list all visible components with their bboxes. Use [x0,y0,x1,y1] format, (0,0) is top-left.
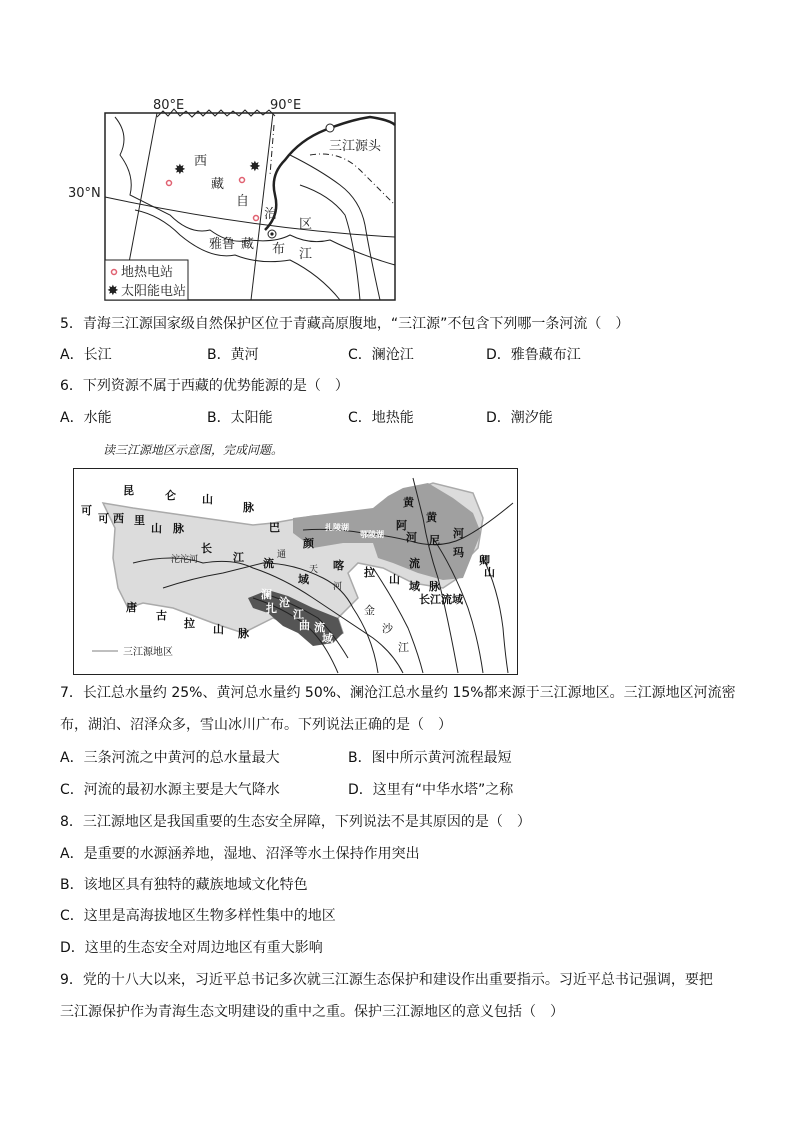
q5-option-a[interactable]: A．长江 [60,347,112,363]
map-label: 拉 [364,566,375,579]
map-label: 河 [333,582,343,592]
region-label: 自 [236,194,250,209]
river-label: 雅 [209,237,223,252]
map-label: 河 [406,531,417,544]
map-label: 卿 [479,554,490,567]
question-7-line-2: 布，湖泊、沼泽众多，雪山冰川广布。下列说法正确的是（ ） [60,717,452,733]
map-label: 长江流域 [419,593,463,606]
map-label: 山 [484,566,495,579]
lake-label: 鄂陵湖 [360,530,384,539]
map-label: 玛 [453,546,464,559]
map-label: 江 [293,608,304,621]
question-5: 5．青海三江源国家级自然保护区位于青藏高原腹地，“三江源”不包含下列哪一条河流（ ） [60,316,630,332]
q7-option-a[interactable]: A．三条河流之中黄河的总水量最大 [60,750,280,766]
map-label: 山 [213,623,224,636]
map-label: 拉 [184,617,195,630]
map-label: 可 [81,504,92,517]
map-label: 巴 [269,521,280,534]
map-label: 流 [314,621,325,634]
map-label: 金 [364,604,375,617]
q7-option-b[interactable]: B．图中所示黄河流程最短 [348,750,512,766]
svg-text:✸: ✸ [174,162,186,178]
map-label: 天 [309,565,319,575]
map-label: 脉 [173,522,184,535]
map-label: 曲 [299,619,310,632]
legend-geothermal-label: 地热电站 [121,265,174,280]
map-label: 山 [151,522,162,535]
river-label: 藏 [241,237,255,252]
q7-option-c[interactable]: C．河流的最初水源主要是大气降水 [60,782,280,798]
q8-option-a[interactable]: A．是重要的水源涵养地，湿地、沼泽等水土保持作用突出 [60,846,420,862]
q6-option-c[interactable]: C．地热能 [348,410,414,426]
map-label: 颜 [303,537,314,550]
map-label: 喀 [333,559,344,572]
map-label: 尼 [429,534,440,547]
q6-option-a[interactable]: A．水能 [60,410,112,426]
q5-option-b[interactable]: B．黄河 [207,347,259,363]
map-label: 沧 [279,596,290,609]
q5-option-d[interactable]: D．雅鲁藏布江 [486,347,581,363]
q6-option-d[interactable]: D．潮汐能 [486,410,553,426]
map-label: 通 [277,550,287,560]
map-label: 脉 [238,627,249,640]
question-9-line-2: 三江源保护作为青海生态文明建设的重中之重。保护三江源地区的意义包括（ ） [60,1004,564,1020]
q8-option-b[interactable]: B．该地区具有独特的藏族地域文化特色 [60,877,308,893]
map-label: 仑 [165,489,176,502]
tibet-energy-map [60,95,405,307]
solar-station-icon [174,162,186,178]
region-label: 区 [299,217,313,232]
question-7-line-1: 7．长江总水量约 25%、黄河总水量约 50%、澜沧江总水量约 15%都来源于三江源地区。三江源地区河流密 [60,685,736,701]
map-caption: 读三江源地区示意图，完成问题。 [103,443,284,457]
map-label: 山 [202,493,213,506]
map-label: 江 [398,641,409,654]
lhasa-capital-icon [268,230,276,238]
region-label: 治 [264,207,278,222]
map-label: 江 [233,551,244,564]
svg-text:✸: ✸ [249,159,261,175]
map-label: 河 [453,527,464,540]
map-label: 可 [98,512,109,525]
q5-option-c[interactable]: C．澜沧江 [348,347,414,363]
map-label: 里 [134,514,145,527]
map-label: 长 [201,542,212,555]
q6-option-b[interactable]: B．太阳能 [207,410,273,426]
question-6: 6．下列资源不属于西藏的优势能源的是（ ） [60,378,349,394]
solar-station-icon: ✸ [107,283,119,299]
map-label: 流 [409,557,420,570]
region-label: 藏 [211,177,225,192]
river-label: 江 [299,247,313,262]
lon-label-80e: 80°E [153,98,185,113]
river-label: 布 [272,242,286,257]
region-label: 西 [194,154,208,169]
q8-option-d[interactable]: D．这里的生态安全对周边地区有重大影响 [60,940,323,956]
question-8: 8．三江源地区是我国重要的生态安全屏障，下列说法不是其原因的是（ ） [60,814,531,830]
q7-option-d[interactable]: D．这里有“中华水塔”之称 [348,782,514,798]
map-label: 澜 [261,588,272,601]
map-label: 昆 [123,484,134,497]
question-9-line-1: 9．党的十八大以来，习近平总书记多次就三江源生态保护和建设作出重要指示。习近平总书记强调，要把 [60,972,713,988]
map-label: 黄 [426,511,437,524]
map-label: 脉 [429,580,440,593]
solar-station-icon [249,159,261,175]
map-label: 域 [409,580,420,593]
river-label: 鲁 [222,237,236,252]
map-label: 域 [298,573,309,586]
legend-label: 三江源地区 [123,647,173,658]
lake-label: 扎陵湖 [325,523,349,532]
map-label: 域 [322,632,333,645]
map-label: 沙 [382,622,393,635]
map-label: 沱沱河 [171,555,199,565]
legend-solar-label: 太阳能电站 [121,284,187,299]
q8-option-c[interactable]: C．这里是高海拔地区生物多样性集中的地区 [60,908,336,924]
map-label: 西 [113,512,124,525]
map-label: 古 [156,609,167,622]
map-label: 山 [389,573,400,586]
lon-label-90e: 90°E [270,98,302,113]
sanjiangyuan-source-label: 三江源头 [329,139,382,154]
map-label: 扎 [266,602,277,615]
lat-label-30n: 30°N [68,186,101,201]
map-label: 阿 [396,519,407,532]
map-label: 流 [263,557,274,570]
map-label: 黄 [403,496,414,509]
map-label: 唐 [126,601,137,614]
map-label: 脉 [243,501,254,514]
sanjiangyuan-map [73,468,518,675]
